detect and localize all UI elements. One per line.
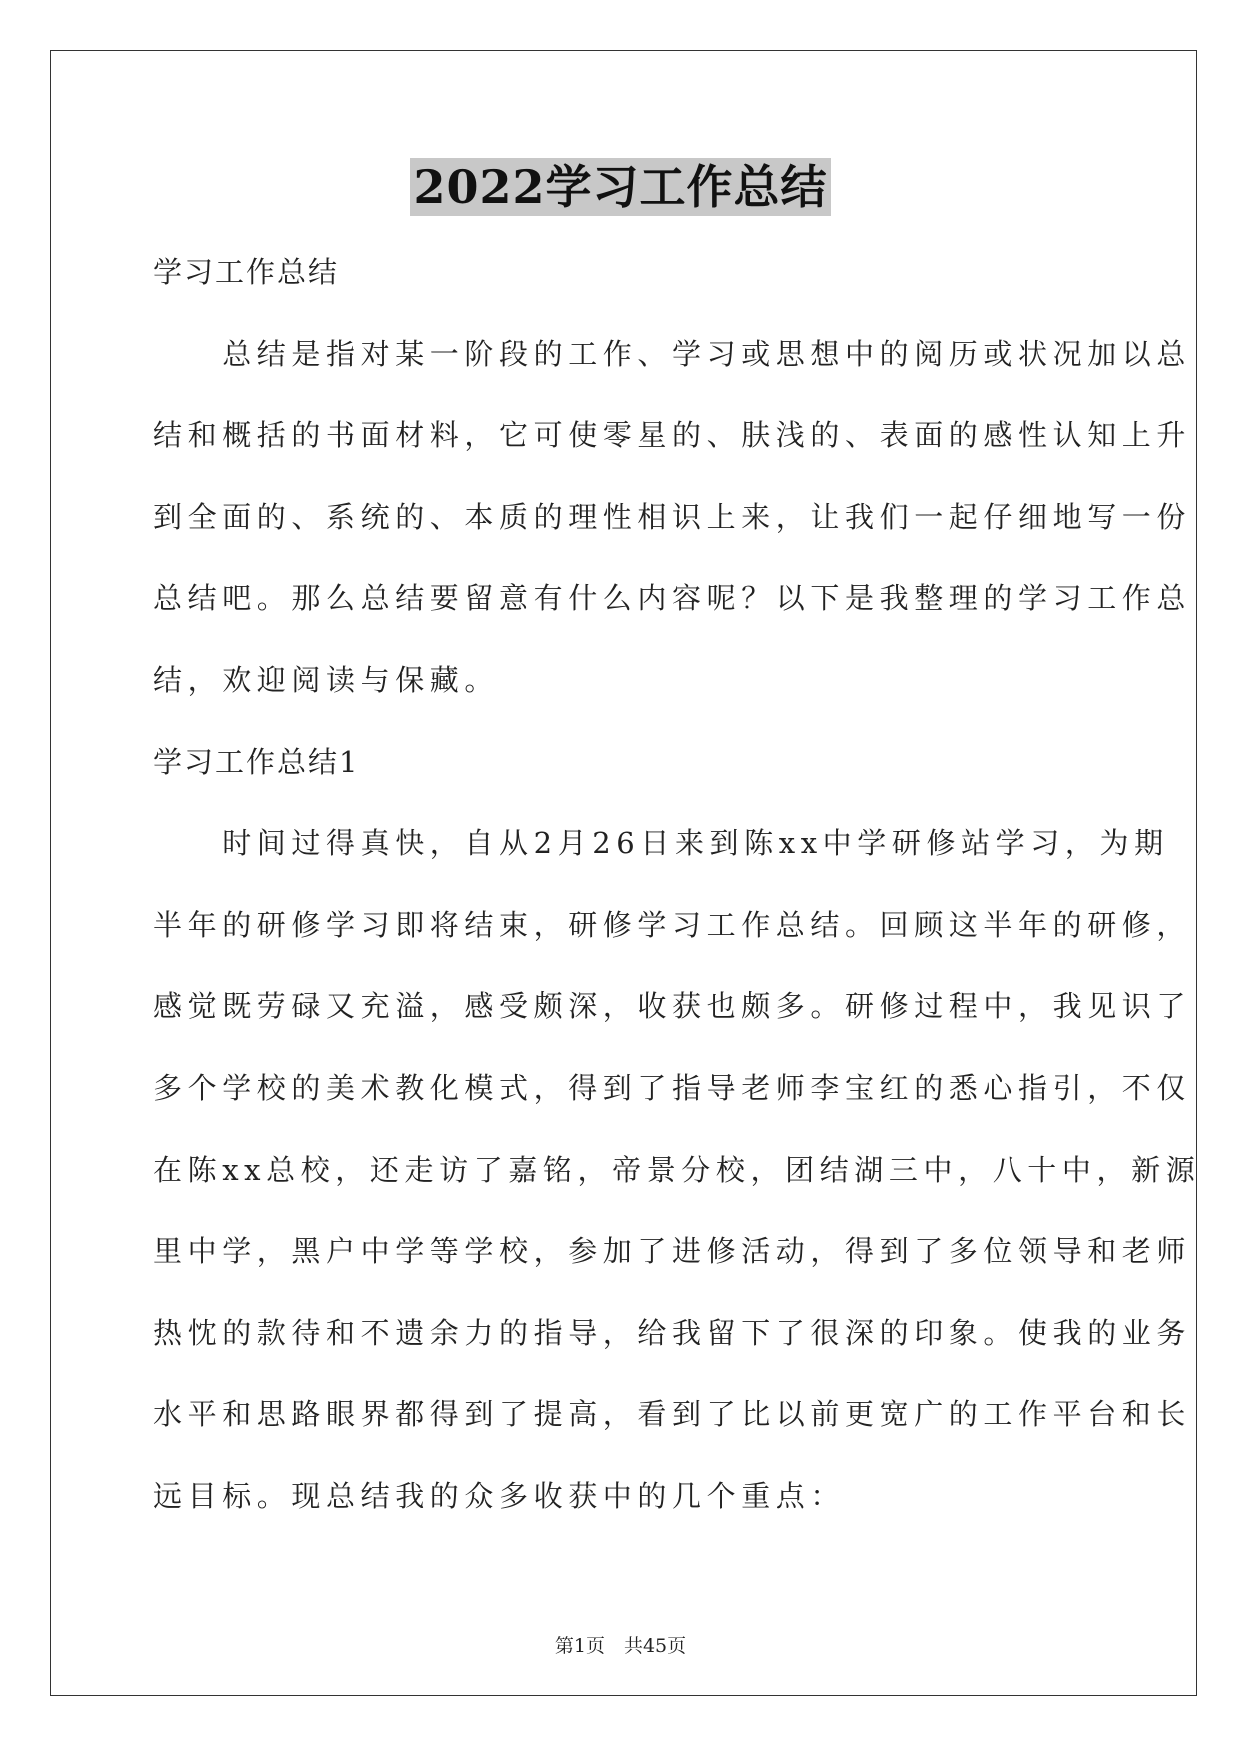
document-title: 2022学习工作总结 (410, 158, 830, 216)
section-heading: 学习工作总结 (153, 255, 340, 289)
body-line: 热忱的款待和不遗余力的指导，给我留下了很深的印象。使我的业务 (153, 1315, 1192, 1350)
body-line: 里中学，黑户中学等学校，参加了进修活动，得到了多位领导和老师 (153, 1234, 1192, 1269)
body-line: 感觉既劳碌又充溢，感受颇深，收获也颇多。研修过程中，我见识了 (153, 989, 1192, 1024)
body-line: 远目标。现总结我的众多收获中的几个重点： (153, 1478, 846, 1513)
body-line: 多个学校的美术教化模式，得到了指导老师李宝红的悉心指引，不仅 (153, 1070, 1192, 1105)
body-line: 在陈xx总校，还走访了嘉铭，帝景分校，团结湖三中，八十中，新源 (153, 1152, 1201, 1187)
page-footer (0, 1631, 1241, 1658)
body-line: 半年的研修学习即将结束，研修学习工作总结。回顾这半年的研修， (153, 907, 1192, 942)
body-line: 结和概括的书面材料，它可使零星的、肤浅的、表面的感性认知上升 (153, 418, 1192, 453)
body-line: 到全面的、系统的、本质的理性相识上来，让我们一起仔细地写一份 (153, 499, 1192, 534)
document-body (153, 232, 1201, 1538)
page-number: 第1页 共45页 (554, 1635, 687, 1657)
section-heading: 学习工作总结1 (153, 744, 360, 779)
title-container (0, 158, 1241, 216)
body-line: 结，欢迎阅读与保藏。 (153, 662, 500, 697)
body-line: 总结吧。那么总结要留意有什么内容呢？以下是我整理的学习工作总 (153, 581, 1192, 616)
body-line: 总结是指对某一阶段的工作、学习或思想中的阅历或状况加以总 (153, 336, 1192, 371)
body-line: 水平和思路眼界都得到了提高，看到了比以前更宽广的工作平台和长 (153, 1397, 1192, 1432)
body-line: 时间过得真快，自从2月26日来到陈xx中学研修站学习，为期 (153, 826, 1169, 861)
